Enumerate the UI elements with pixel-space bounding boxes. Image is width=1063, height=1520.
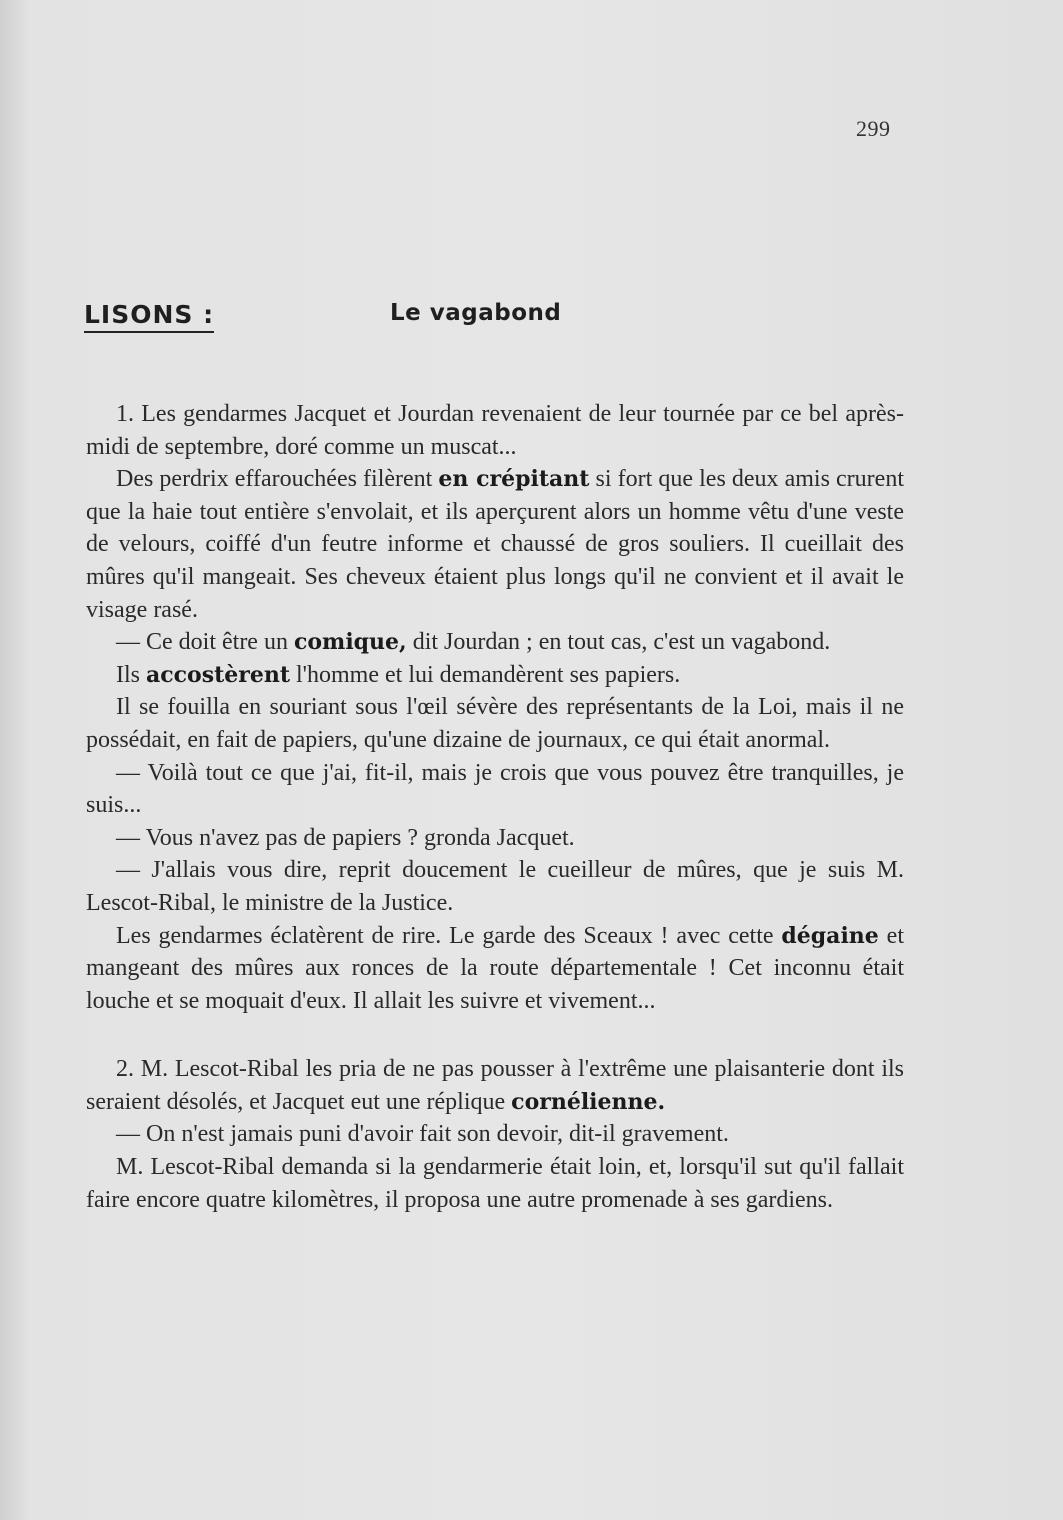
vocabulary-word: accostèrent [146, 661, 291, 688]
page-number: 299 [856, 116, 891, 141]
paragraph [86, 691, 904, 756]
text-segment: M. Lescot-Ribal demanda si la gendarmerie était loin, et, lorsqu'il sut qu'il fallait faire encore quatre kilomètres, il proposa une autre promenade à ses gardiens. [86, 1154, 904, 1213]
paragraph [86, 854, 904, 919]
paragraph [86, 757, 904, 822]
paragraph [86, 659, 904, 692]
section-label: LISONS : [84, 300, 214, 333]
paragraph [86, 1053, 904, 1118]
text-segment: Il se fouilla en souriant sous l'œil sévère des représentants de la Loi, mais il ne possédait, en fait de papiers, qu'une dizaine de journaux, ce qui était anormal. [86, 694, 904, 753]
text-segment: — Ce doit être un [116, 629, 294, 656]
paragraph [86, 626, 904, 659]
paragraph [86, 463, 904, 626]
text-segment: et mangeant des mûres aux ronces de la route départementale ! Cet inconnu était louche et se moquait d'eux. Il allait les suivre et vivement... [86, 922, 904, 1014]
paragraph [86, 1151, 904, 1216]
paragraph [86, 920, 904, 1018]
vocabulary-word: en crépitant [438, 466, 590, 493]
text-segment: 2. M. Lescot-Ribal les pria de ne pas pousser à l'extrême une plaisanterie dont ils seraient désolés, et Jacquet eut une réplique [86, 1056, 904, 1115]
vocabulary-word: dégaine [781, 922, 879, 949]
paragraph [86, 1118, 904, 1151]
reading-text [86, 398, 904, 1216]
text-segment: si fort que les deux amis crurent que la haie tout entière s'envolait, et ils aperçurent alors un homme vêtu d'une veste de velours, coiffé d'un feutre informe et chaussé de gros souliers. Il cueillait des mûres qu'il mangeait. Ses cheveux étaient plus longs qu'il ne convient et il avait le visage rasé. [86, 466, 904, 623]
text-segment: dit Jourdan ; en tout cas, c'est un vagabond. [406, 629, 831, 656]
text-segment: l'homme et lui demandèrent ses papiers. [290, 661, 681, 688]
text-segment: Ils [116, 661, 146, 688]
text-segment: — J'allais vous dire, reprit doucement le cueilleur de mûres, que je suis M. Lescot-Ribal, le ministre de la Justice. [86, 857, 904, 916]
paragraph [86, 822, 904, 855]
text-segment: — On n'est jamais puni d'avoir fait son devoir, dit-il gravement. [116, 1121, 729, 1148]
reading-title: Le vagabond [390, 300, 562, 326]
vocabulary-word: comique, [293, 629, 407, 656]
text-segment: 1. Les gendarmes Jacquet et Jourdan revenaient de leur tournée par ce bel après-midi de septembre, doré comme un muscat... [86, 401, 904, 460]
text-segment: — Voilà tout ce que j'ai, fit-il, mais je crois que vous pouvez être tranquilles, je suis... [86, 759, 904, 819]
text-segment: — Vous n'avez pas de papiers ? gronda Jacquet. [116, 824, 575, 851]
text-segment: Des perdrix effarouchées filèrent [116, 466, 439, 493]
text-segment: Les gendarmes éclatèrent de rire. Le garde des Sceaux ! avec cette [116, 922, 782, 949]
vocabulary-word: cornélienne. [511, 1088, 666, 1115]
paragraph [86, 398, 904, 463]
